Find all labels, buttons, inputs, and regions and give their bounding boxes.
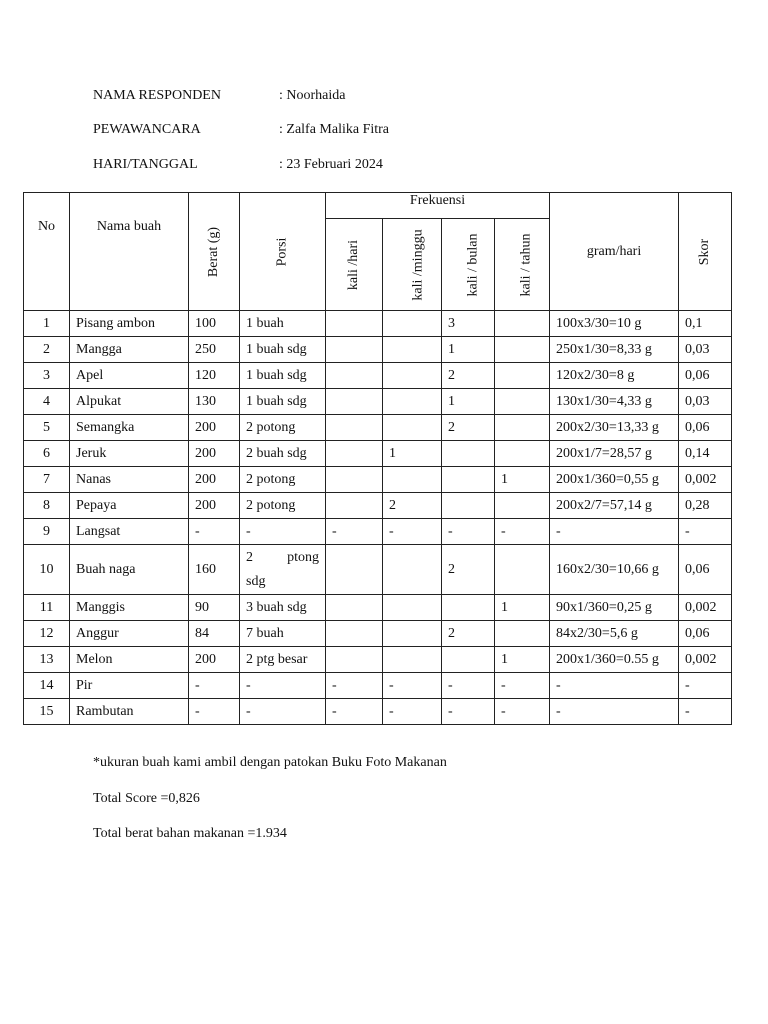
portion-part-a: 2: [246, 549, 253, 565]
cell-name: Pisang ambon: [70, 311, 189, 337]
cell-portion: 1 buah: [240, 311, 326, 337]
header-per-day-text: kali /hari: [346, 239, 361, 290]
cell-weight: 200: [189, 415, 240, 441]
cell-year: -: [495, 519, 550, 545]
cell-weight: 200: [189, 493, 240, 519]
cell-name: Langsat: [70, 519, 189, 545]
cell-score: 0,28: [679, 493, 732, 519]
cell-portion: 1 buah sdg: [240, 363, 326, 389]
cell-weight: 100: [189, 311, 240, 337]
header-per-month: [442, 219, 495, 311]
cell-name: Melon: [70, 647, 189, 673]
cell-score: 0,002: [679, 647, 732, 673]
fruit-consumption-table: [23, 192, 732, 725]
table-row: [24, 545, 732, 595]
cell-no: 8: [24, 493, 70, 519]
cell-year: -: [495, 673, 550, 699]
cell-score: 0,06: [679, 415, 732, 441]
cell-day: [326, 595, 383, 621]
cell-month: 3: [442, 311, 495, 337]
cell-score: 0,002: [679, 595, 732, 621]
cell-month: [442, 647, 495, 673]
cell-score: 0,03: [679, 389, 732, 415]
cell-no: 12: [24, 621, 70, 647]
header-per-day: [326, 219, 383, 311]
cell-no: 13: [24, 647, 70, 673]
cell-gram: 120x2/30=8 g: [550, 363, 679, 389]
cell-portion: 2 ptg besar: [240, 647, 326, 673]
header-portion: [240, 193, 326, 311]
cell-score: 0,002: [679, 467, 732, 493]
cell-week: -: [383, 519, 442, 545]
header-gram-day: gram/hari: [550, 193, 679, 311]
table-row: [24, 467, 732, 493]
cell-day: -: [326, 519, 383, 545]
cell-month: [442, 467, 495, 493]
cell-month: 1: [442, 337, 495, 363]
cell-week: [383, 389, 442, 415]
cell-week: 1: [383, 441, 442, 467]
cell-day: [326, 467, 383, 493]
cell-portion: -: [240, 699, 326, 725]
cell-day: -: [326, 673, 383, 699]
cell-month: 1: [442, 389, 495, 415]
cell-no: 6: [24, 441, 70, 467]
header-weight: [189, 193, 240, 311]
cell-year: [495, 545, 550, 595]
cell-day: [326, 363, 383, 389]
cell-no: 1: [24, 311, 70, 337]
table-header-row-1: [24, 193, 732, 219]
cell-portion: 1 buah sdg: [240, 389, 326, 415]
cell-no: 15: [24, 699, 70, 725]
cell-month: 2: [442, 363, 495, 389]
cell-score: -: [679, 699, 732, 725]
portion-line-1: [246, 546, 319, 570]
table-row: [24, 647, 732, 673]
cell-portion: 2 buah sdg: [240, 441, 326, 467]
cell-weight: -: [189, 519, 240, 545]
cell-name: Mangga: [70, 337, 189, 363]
cell-weight: 200: [189, 647, 240, 673]
header-score-text: Skor: [697, 238, 713, 265]
cell-weight: 160: [189, 545, 240, 595]
date-value: : 23 Februari 2024: [279, 157, 383, 172]
cell-name: Jeruk: [70, 441, 189, 467]
cell-no: 9: [24, 519, 70, 545]
header-frequency: Frekuensi: [326, 193, 550, 219]
cell-name: Alpukat: [70, 389, 189, 415]
cell-day: [326, 493, 383, 519]
cell-no: 2: [24, 337, 70, 363]
cell-day: [326, 621, 383, 647]
cell-portion: 2 potong: [240, 467, 326, 493]
cell-week: [383, 415, 442, 441]
cell-weight: -: [189, 673, 240, 699]
cell-portion: 1 buah sdg: [240, 337, 326, 363]
table-row: [24, 493, 732, 519]
cell-no: 7: [24, 467, 70, 493]
cell-week: [383, 545, 442, 595]
cell-year: [495, 493, 550, 519]
cell-weight: -: [189, 699, 240, 725]
cell-weight: 84: [189, 621, 240, 647]
cell-gram: -: [550, 673, 679, 699]
cell-name: Anggur: [70, 621, 189, 647]
footnote: *ukuran buah kami ambil dengan patokan Buku Foto Makanan: [93, 755, 447, 770]
table-row: [24, 519, 732, 545]
cell-month: 2: [442, 415, 495, 441]
cell-gram: -: [550, 519, 679, 545]
interviewer-value: : Zalfa Malika Fitra: [279, 122, 390, 137]
cell-week: [383, 621, 442, 647]
cell-day: [326, 415, 383, 441]
table-row: [24, 337, 732, 363]
cell-no: 4: [24, 389, 70, 415]
cell-weight: 200: [189, 467, 240, 493]
cell-gram: 200x2/7=57,14 g: [550, 493, 679, 519]
cell-month: [442, 595, 495, 621]
cell-gram: 90x1/360=0,25 g: [550, 595, 679, 621]
cell-year: [495, 389, 550, 415]
header-per-year-text: kali / tahun: [518, 233, 534, 296]
header-per-week-text: kali /minggu: [410, 228, 426, 301]
cell-portion: 2 potong: [240, 415, 326, 441]
cell-gram: 160x2/30=10,66 g: [550, 545, 679, 595]
cell-day: [326, 647, 383, 673]
cell-day: [326, 441, 383, 467]
table-row: [24, 363, 732, 389]
cell-portion: 7 buah: [240, 621, 326, 647]
total-score: Total Score =0,826: [93, 791, 200, 806]
cell-score: 0,14: [679, 441, 732, 467]
cell-name: Nanas: [70, 467, 189, 493]
cell-weight: 200: [189, 441, 240, 467]
cell-weight: 90: [189, 595, 240, 621]
cell-no: 10: [24, 545, 70, 595]
cell-week: [383, 363, 442, 389]
table-row: [24, 673, 732, 699]
cell-day: [326, 545, 383, 595]
cell-year: [495, 621, 550, 647]
header-no: No: [24, 193, 70, 311]
cell-portion: -: [240, 673, 326, 699]
cell-month: 2: [442, 621, 495, 647]
cell-year: [495, 311, 550, 337]
cell-portion: 2 potong: [240, 493, 326, 519]
cell-month: [442, 441, 495, 467]
table-row: [24, 441, 732, 467]
cell-gram: 84x2/30=5,6 g: [550, 621, 679, 647]
cell-month: 2: [442, 545, 495, 595]
cell-name: Semangka: [70, 415, 189, 441]
cell-week: -: [383, 699, 442, 725]
portion-part-b: ptong: [287, 549, 319, 565]
cell-name: Manggis: [70, 595, 189, 621]
cell-gram: 250x1/30=8,33 g: [550, 337, 679, 363]
cell-name: Rambutan: [70, 699, 189, 725]
cell-week: [383, 311, 442, 337]
cell-name: Pepaya: [70, 493, 189, 519]
cell-day: [326, 311, 383, 337]
cell-score: -: [679, 673, 732, 699]
table-row: [24, 595, 732, 621]
cell-score: 0,03: [679, 337, 732, 363]
total-weight: Total berat bahan makanan =1.934: [93, 826, 287, 841]
cell-year: -: [495, 699, 550, 725]
table-row: [24, 389, 732, 415]
cell-portion: [240, 545, 326, 595]
cell-no: 5: [24, 415, 70, 441]
cell-score: 0,06: [679, 545, 732, 595]
cell-day: -: [326, 699, 383, 725]
interviewer-label: PEWAWANCARA: [93, 122, 201, 137]
respondent-value: : Noorhaida: [279, 88, 346, 103]
cell-month: [442, 493, 495, 519]
cell-portion: -: [240, 519, 326, 545]
cell-weight: 120: [189, 363, 240, 389]
cell-no: 3: [24, 363, 70, 389]
table-row: [24, 621, 732, 647]
cell-no: 11: [24, 595, 70, 621]
cell-year: [495, 415, 550, 441]
cell-year: 1: [495, 647, 550, 673]
cell-week: [383, 467, 442, 493]
cell-score: -: [679, 519, 732, 545]
cell-day: [326, 389, 383, 415]
header-score: [679, 193, 732, 311]
cell-gram: 200x2/30=13,33 g: [550, 415, 679, 441]
cell-gram: 100x3/30=10 g: [550, 311, 679, 337]
cell-weight: 250: [189, 337, 240, 363]
header-name: Nama buah: [70, 193, 189, 311]
cell-score: 0,06: [679, 363, 732, 389]
cell-portion: 3 buah sdg: [240, 595, 326, 621]
cell-year: [495, 441, 550, 467]
cell-month: -: [442, 519, 495, 545]
header-per-week: [383, 219, 442, 311]
cell-gram: 200x1/7=28,57 g: [550, 441, 679, 467]
cell-week: [383, 595, 442, 621]
cell-month: -: [442, 699, 495, 725]
cell-year: [495, 337, 550, 363]
cell-year: 1: [495, 595, 550, 621]
cell-score: 0,1: [679, 311, 732, 337]
cell-weight: 130: [189, 389, 240, 415]
cell-gram: -: [550, 699, 679, 725]
cell-name: Apel: [70, 363, 189, 389]
cell-gram: 200x1/360=0.55 g: [550, 647, 679, 673]
cell-week: 2: [383, 493, 442, 519]
table-row: [24, 415, 732, 441]
cell-year: 1: [495, 467, 550, 493]
cell-name: Pir: [70, 673, 189, 699]
respondent-label: NAMA RESPONDEN: [93, 88, 221, 103]
date-label: HARI/TANGGAL: [93, 157, 198, 172]
cell-gram: 130x1/30=4,33 g: [550, 389, 679, 415]
cell-week: [383, 647, 442, 673]
cell-gram: 200x1/360=0,55 g: [550, 467, 679, 493]
header-weight-text: Berat (g): [206, 226, 222, 277]
cell-month: -: [442, 673, 495, 699]
cell-score: 0,06: [679, 621, 732, 647]
cell-week: -: [383, 673, 442, 699]
cell-name: Buah naga: [70, 545, 189, 595]
cell-day: [326, 337, 383, 363]
header-per-year: [495, 219, 550, 311]
cell-no: 14: [24, 673, 70, 699]
portion-part-c: sdg: [246, 573, 266, 589]
cell-week: [383, 337, 442, 363]
table-row: [24, 699, 732, 725]
header-portion-text: Porsi: [274, 237, 290, 266]
header-per-month-text: kali / bulan: [465, 233, 481, 296]
table-row: [24, 311, 732, 337]
cell-year: [495, 363, 550, 389]
